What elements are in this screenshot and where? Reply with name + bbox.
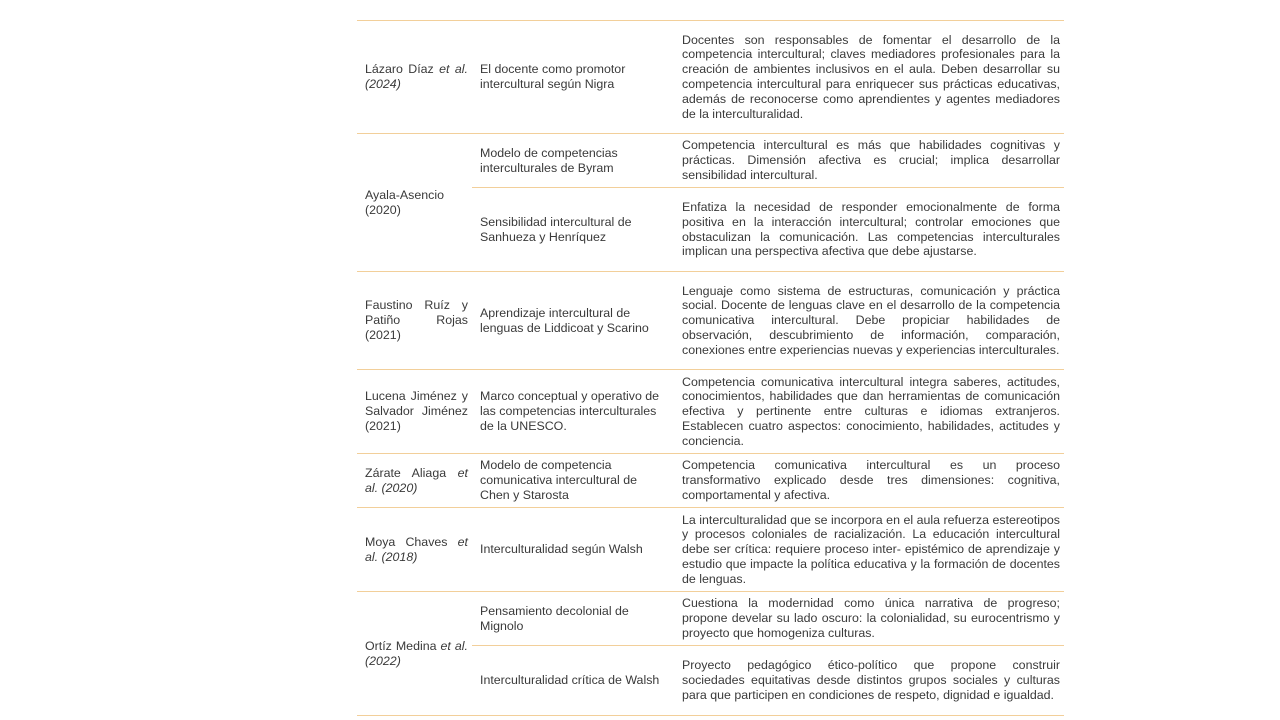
table-row xyxy=(357,370,1064,454)
author-cell: Ortíz Medina et al. (2022) xyxy=(357,592,472,716)
author-cell: Faustino Ruíz y Patiño Rojas (2021) xyxy=(357,272,472,370)
model-cell: Marco conceptual y operativo de las competencias interculturales de la UNESCO. xyxy=(472,370,674,454)
table-row xyxy=(357,134,1064,188)
model-cell: Interculturalidad según Walsh xyxy=(472,508,674,592)
description-cell: Enfatiza la necesidad de responder emocionalmente de forma positiva en la interacción intercultural; controlar emociones que obstaculizan la comunicación. Las competencias interculturales implican una perspectiva afectiva que debe ajustarse. xyxy=(674,188,1064,272)
model-cell: Aprendizaje intercultural de lenguas de Liddicoat y Scarino xyxy=(472,272,674,370)
description-cell: Docentes son responsables de fomentar el desarrollo de la competencia intercultural; claves mediadores profesionales para la creación de ambientes inclusivos en el aula. Deben desarrollar su competencia intercultural para enriquecer sus prácticas educativas, además de reconocerse como aprendientes y agentes mediadores de la interculturalidad. xyxy=(674,21,1064,134)
description-cell: La interculturalidad que se incorpora en el aula refuerza estereotipos y procesos coloniales de racialización. La educación intercultural debe ser crítica: requiere proceso inter- epistémico de aprendizaje y estudio que impacte la política educativa y la formación de docentes de lenguas. xyxy=(674,508,1064,592)
table-row xyxy=(357,454,1064,508)
description-cell: Competencia comunicativa intercultural integra saberes, actitudes, conocimientos, habilidades que dan herramientas de comunicación efectiva y pertinente entre culturas e idiomas extranjeros. Establecen cuatro aspectos: conocimiento, habilidades, actitudes y conciencia. xyxy=(674,370,1064,454)
description-cell: Lenguaje como sistema de estructuras, comunicación y práctica social. Docente de lenguas clave en el desarrollo de la competencia comunicativa intercultural. Debe propiciar habilidades de observación, descubrimiento de información, comparación, conexiones entre experiencias nuevas y experiencias interculturales. xyxy=(674,272,1064,370)
table-row xyxy=(357,21,1064,134)
description-cell: Proyecto pedagógico ético-político que propone construir sociedades equitativas desde distintos grupos sociales y culturas para que participen en condiciones de respeto, dignidad e igualdad. xyxy=(674,646,1064,716)
model-cell: El docente como promotor intercultural según Nigra xyxy=(472,21,674,134)
description-cell: Cuestiona la modernidad como única narrativa de progreso; propone develar su lado oscuro: la colonialidad, su eurocentrismo y proyecto que homogeniza culturas. xyxy=(674,592,1064,646)
description-cell: Competencia intercultural es más que habilidades cognitivas y prácticas. Dimensión afectiva es crucial; implica desarrollar sensibilidad intercultural. xyxy=(674,134,1064,188)
author-cell: Moya Chaves et al. (2018) xyxy=(357,508,472,592)
model-cell: Pensamiento decolonial de Mignolo xyxy=(472,592,674,646)
author-cell: Ayala-Asencio (2020) xyxy=(357,134,472,272)
table-row xyxy=(357,508,1064,592)
description-cell: Competencia comunicativa intercultural es un proceso transformativo explicado desde tres dimensiones: cognitiva, comportamental y afectiva. xyxy=(674,454,1064,508)
author-cell: Lucena Jiménez y Salvador Jiménez (2021) xyxy=(357,370,472,454)
model-cell: Modelo de competencia comunicativa intercultural de Chen y Starosta xyxy=(472,454,674,508)
table-row xyxy=(357,272,1064,370)
author-cell: Lázaro Díaz et al. (2024) xyxy=(357,21,472,134)
model-cell: Interculturalidad crítica de Walsh xyxy=(472,646,674,716)
author-cell: Zárate Aliaga et al. (2020) xyxy=(357,454,472,508)
model-cell: Sensibilidad intercultural de Sanhueza y Henríquez xyxy=(472,188,674,272)
model-cell: Modelo de competencias interculturales de Byram xyxy=(472,134,674,188)
table-row xyxy=(357,592,1064,646)
literature-table xyxy=(357,20,1064,716)
